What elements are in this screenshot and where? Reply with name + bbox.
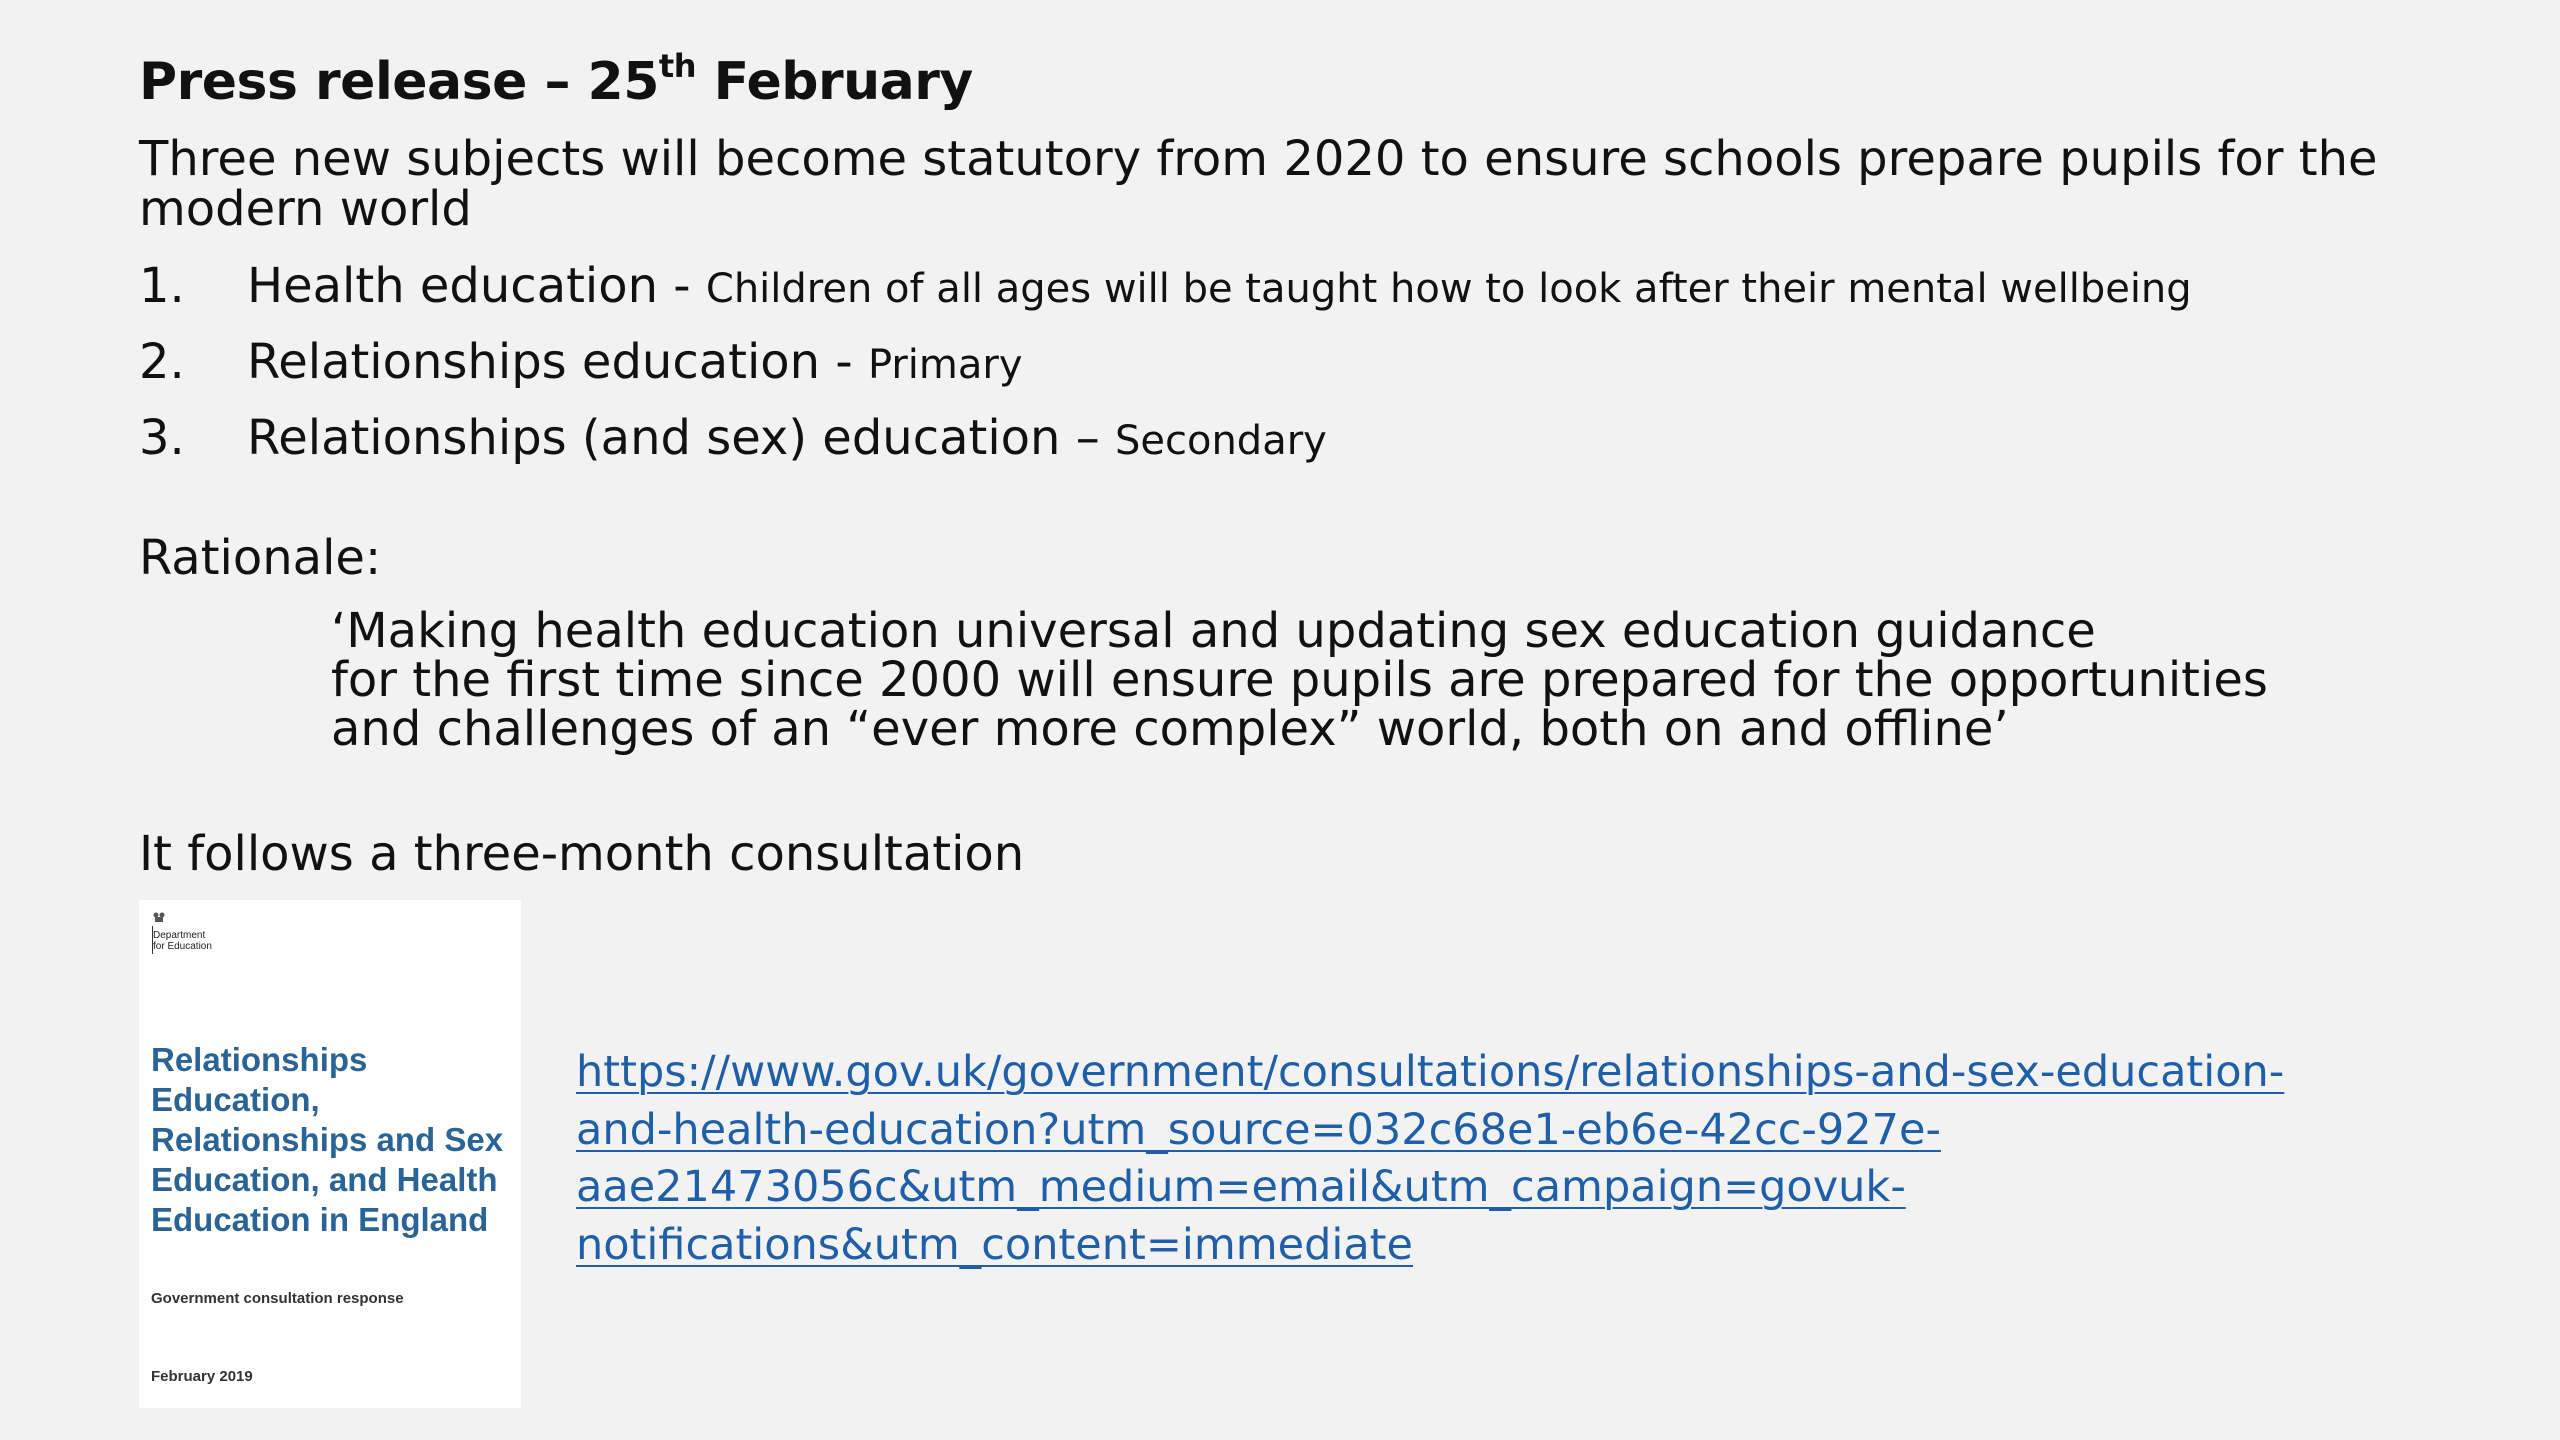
quote-line: and challenges of an “ever more complex” world, both on and offline’ [331, 701, 2009, 757]
cover-subtitle: Government consultation response [151, 1290, 404, 1307]
cover-title: Relationships Education, Relationships and Sex Education, and Health Education in England [151, 1041, 504, 1238]
document-cover-image [139, 900, 521, 1408]
page-title [139, 47, 973, 112]
intro-text: Three new subjects will become statutory from 2020 to ensure schools prepare pupils for the modern world [139, 131, 2378, 237]
rationale-label: Rationale: [139, 530, 382, 586]
list-text [247, 410, 1327, 466]
title-superscript: th [658, 47, 696, 85]
list-label: Health education [247, 258, 659, 314]
list-label: Relationships education [247, 334, 821, 390]
cover-date: February 2019 [151, 1368, 253, 1385]
list-number: 3. [139, 410, 185, 466]
list-detail: Primary [867, 342, 1023, 388]
consultation-note: It follows a three-month consultation [139, 826, 1025, 882]
link-line[interactable]: https://www.gov.uk/government/consultations/relationships-and-sex-education- [576, 1047, 2285, 1097]
consultation-link[interactable] [576, 1044, 2285, 1274]
quote-line: for the first time since 2000 will ensure pupils are prepared for the opportunities [331, 652, 2268, 708]
crest-icon [152, 910, 166, 924]
list-number: 2. [139, 334, 185, 390]
list-detail: Children of all ages will be taught how to look after their mental wellbeing [705, 266, 2192, 312]
list-detail: Secondary [1114, 418, 1327, 464]
quote-line: ‘Making health education universal and updating sex education guidance [331, 603, 2096, 659]
link-line[interactable]: aae21473056c&utm_medium=email&utm_campaign=govuk- [576, 1162, 1906, 1212]
list-separator: - [820, 334, 868, 390]
link-line[interactable]: notifications&utm_content=immediate [576, 1219, 1413, 1270]
title-prefix: Press release – 25 [139, 52, 659, 112]
list-label: Relationships (and sex) education [247, 410, 1061, 466]
list-number: 1. [139, 258, 185, 314]
cover-department: Department for Education [153, 930, 212, 952]
rationale-quote [331, 603, 2331, 757]
list-text [247, 334, 1023, 390]
list-separator: – [1060, 410, 1115, 466]
link-line[interactable]: and-health-education?utm_source=032c68e1-eb6e-42cc-927e- [576, 1104, 1941, 1155]
list-text [247, 258, 2192, 314]
title-suffix: February [696, 52, 973, 112]
list-separator: - [658, 258, 706, 314]
